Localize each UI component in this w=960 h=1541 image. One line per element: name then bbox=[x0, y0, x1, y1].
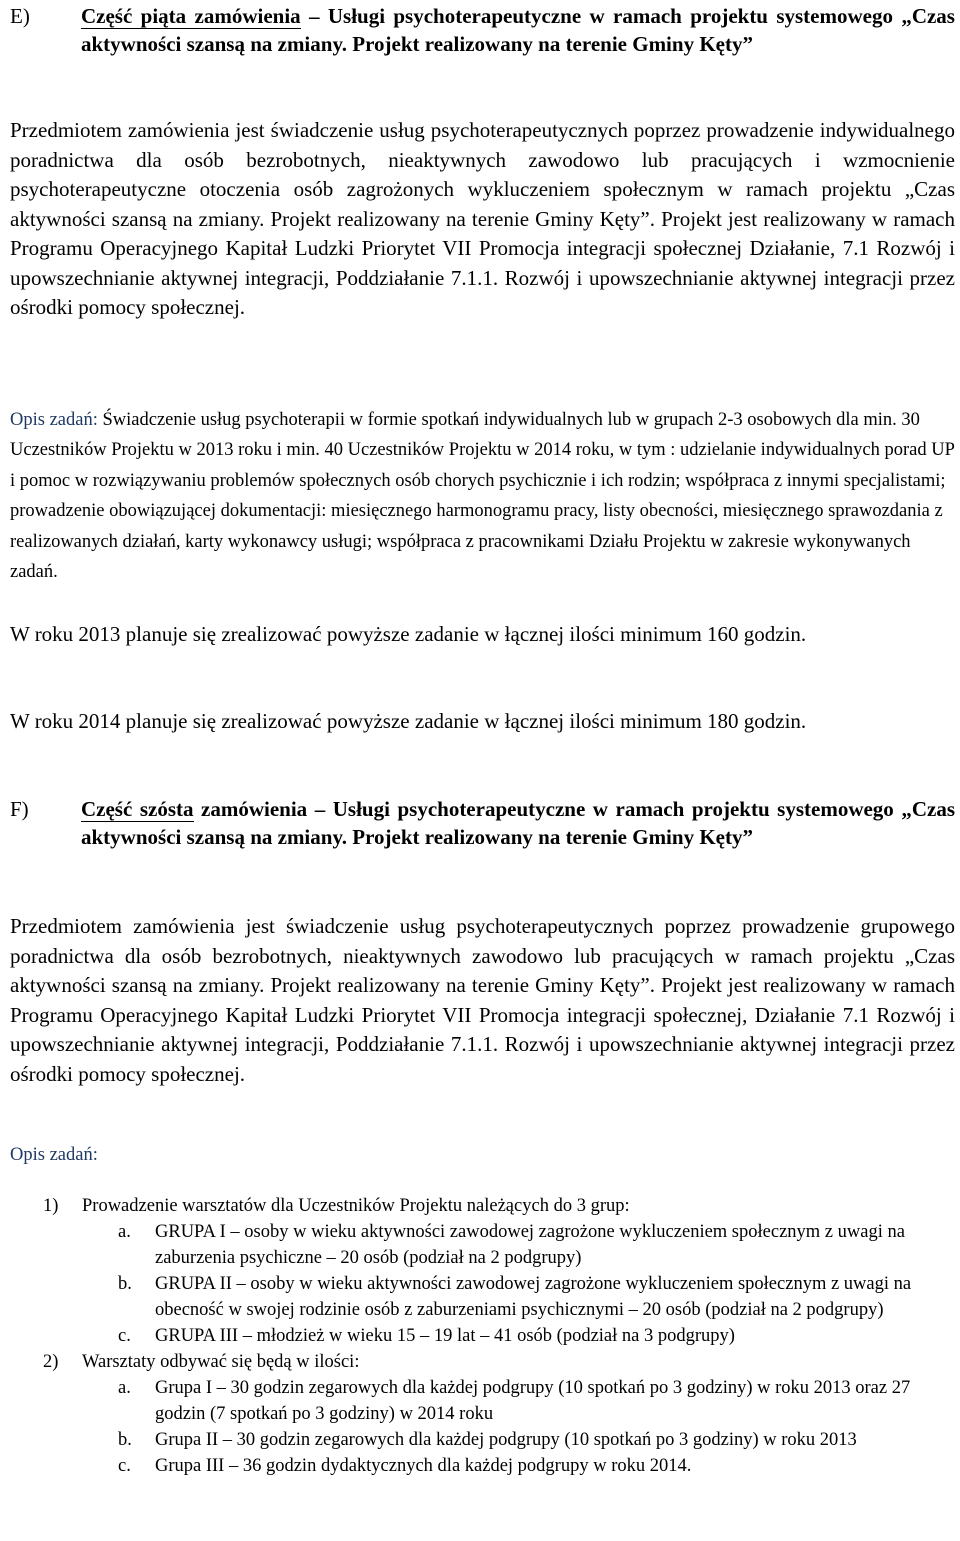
section-f-title bbox=[81, 795, 955, 851]
list-subitem bbox=[10, 1375, 945, 1427]
section-f-description: Przedmiotem zamówienia jest świadczenie usług psychoterapeutycznych poprzez prowadzenie grupowego poradnictwa dla osób bezrobotnych, nieaktywnych zawodowo lub pracujących w ramach projektu „Czas aktywności szansą na zmiany. Projekt realizowany na terenie Gminy Kęty”. Projekt jest realizowany w ramach Programu Operacyjnego Kapitał Ludzki Priorytet VII Promocja integracji społecznej, Działanie 7.1 Rozwój i upowszechnianie aktywnej integracji, Poddziałanie 7.1.1. Rozwój i upowszechnianie aktywnej integracji przez ośrodki pomocy społecznej. bbox=[10, 914, 955, 1086]
list-subnumber: b. bbox=[118, 1274, 132, 1294]
section-e-plan-2013: W roku 2013 planuje się zrealizować powyższe zadanie w łącznej ilości minimum 160 godzin. bbox=[10, 622, 807, 646]
section-e-tasks bbox=[10, 405, 955, 587]
list-item-text: Warsztaty odbywać się będą w ilości: bbox=[82, 1352, 360, 1372]
section-e-tasks-label: Opis zadań: bbox=[10, 410, 98, 430]
list-subnumber: b. bbox=[118, 1430, 132, 1450]
list-number: 1) bbox=[43, 1196, 59, 1216]
section-f-title-underlined: Część szósta bbox=[81, 797, 194, 821]
list-item-text: Prowadzenie warsztatów dla Uczestników Projektu należących do 3 grup: bbox=[82, 1196, 630, 1216]
section-e-tasks-text: Świadczenie usług psychoterapii w formie spotkań indywidualnych lub w grupach 2-3 osobowych dla min. 30 Uczestników Projektu w 2013 roku i min. 40 Uczestników Projektu w 2014 roku, w tym : udzielanie indywidualnych porad UP i pomoc w rozwiązywaniu problemów społecznych osób chorych psychicznie i ich rodzin; współpraca z innymi specjalistami; prowadzenie obowiązującej dokumentacji: miesięcznego harmonogramu pracy, listy obecności, miesięcznego sprawozdania z realizowanych działań, karty wykonawcy usługi; współpraca z pracownikami Działu Projektu w zakresie wykonywanych zadań. bbox=[10, 410, 955, 583]
list-subitem-text: Grupa I – 30 godzin zegarowych dla każdej podgrupy (10 spotkań po 3 godziny) w roku 2013 oraz 27 godzin (7 spotkań po 3 godziny) w 2014 roku bbox=[155, 1378, 911, 1424]
list-subnumber: a. bbox=[118, 1222, 131, 1242]
list-subitem-text: Grupa II – 30 godzin zegarowych dla każdej podgrupy (10 spotkań po 3 godziny) w roku 2013 bbox=[155, 1430, 857, 1450]
section-e-description: Przedmiotem zamówienia jest świadczenie usług psychoterapeutycznych poprzez prowadzenie indywidualnego poradnictwa dla osób bezrobotnych, nieaktywnych zawodowo lub pracujących i wzmocnienie psychoterapeutyczne otoczenia osób zagrożonych wykluczeniem społecznym w ramach projektu „Czas aktywności szansą na zmiany. Projekt realizowany na terenie Gminy Kęty”. Projekt jest realizowany w ramach Programu Operacyjnego Kapitał Ludzki Priorytet VII Promocja integracji społecznej Działanie, 7.1 Rozwój i upowszechnianie aktywnej integracji, Poddziałanie 7.1.1. Rozwój i upowszechnianie aktywnej integracji przez ośrodki pomocy społecznej. bbox=[10, 118, 955, 319]
list-subitem bbox=[10, 1453, 945, 1479]
section-f-title-rest: zamówienia – Usługi psychoterapeutyczne w ramach projektu systemowego „Czas aktywności szansą na zmiany. Projekt realizowany na terenie Gminy Kęty” bbox=[81, 797, 955, 849]
section-f-letter: F) bbox=[10, 797, 29, 821]
list-subitem bbox=[10, 1271, 945, 1323]
section-f-task-list bbox=[10, 1193, 955, 1479]
section-f-tasks-label: Opis zadań: bbox=[10, 1145, 98, 1165]
list-subitem bbox=[10, 1323, 945, 1349]
list-item bbox=[10, 1193, 955, 1219]
section-e-title-rest: – Usługi psychoterapeutyczne w ramach projektu systemowego „Czas aktywności szansą na zmiany. Projekt realizowany na terenie Gminy Kęty” bbox=[81, 4, 955, 56]
list-item bbox=[10, 1349, 955, 1375]
list-subnumber: a. bbox=[118, 1378, 131, 1398]
list-subitem-text: GRUPA II – osoby w wieku aktywności zawodowej zagrożone wykluczeniem społecznym z uwagi na obecność w swojej rodzinie osób z zaburzeniami psychicznymi – 20 osób (podział na 2 podgrupy) bbox=[155, 1274, 912, 1320]
list-subitem-text: Grupa III – 36 godzin dydaktycznych dla każdej podgrupy w roku 2014. bbox=[155, 1456, 692, 1476]
list-subitem-text: GRUPA III – młodzież w wieku 15 – 19 lat – 41 osób (podział na 3 podgrupy) bbox=[155, 1326, 735, 1346]
list-subnumber: c. bbox=[118, 1456, 131, 1476]
section-e-title-underlined: Część piąta zamówienia bbox=[81, 4, 301, 28]
list-number: 2) bbox=[43, 1352, 59, 1372]
section-e-title bbox=[81, 2, 955, 58]
list-subitem bbox=[10, 1219, 945, 1271]
section-e-letter: E) bbox=[10, 4, 30, 28]
list-subitem-text: GRUPA I – osoby w wieku aktywności zawodowej zagrożone wykluczeniem społecznym z uwagi na zaburzenia psychiczne – 20 osób (podział na 2 podgrupy) bbox=[155, 1222, 905, 1268]
list-subitem bbox=[10, 1427, 945, 1453]
section-e-plan-2014: W roku 2014 planuje się zrealizować powyższe zadanie w łącznej ilości minimum 180 godzin. bbox=[10, 709, 807, 733]
list-subnumber: c. bbox=[118, 1326, 131, 1346]
